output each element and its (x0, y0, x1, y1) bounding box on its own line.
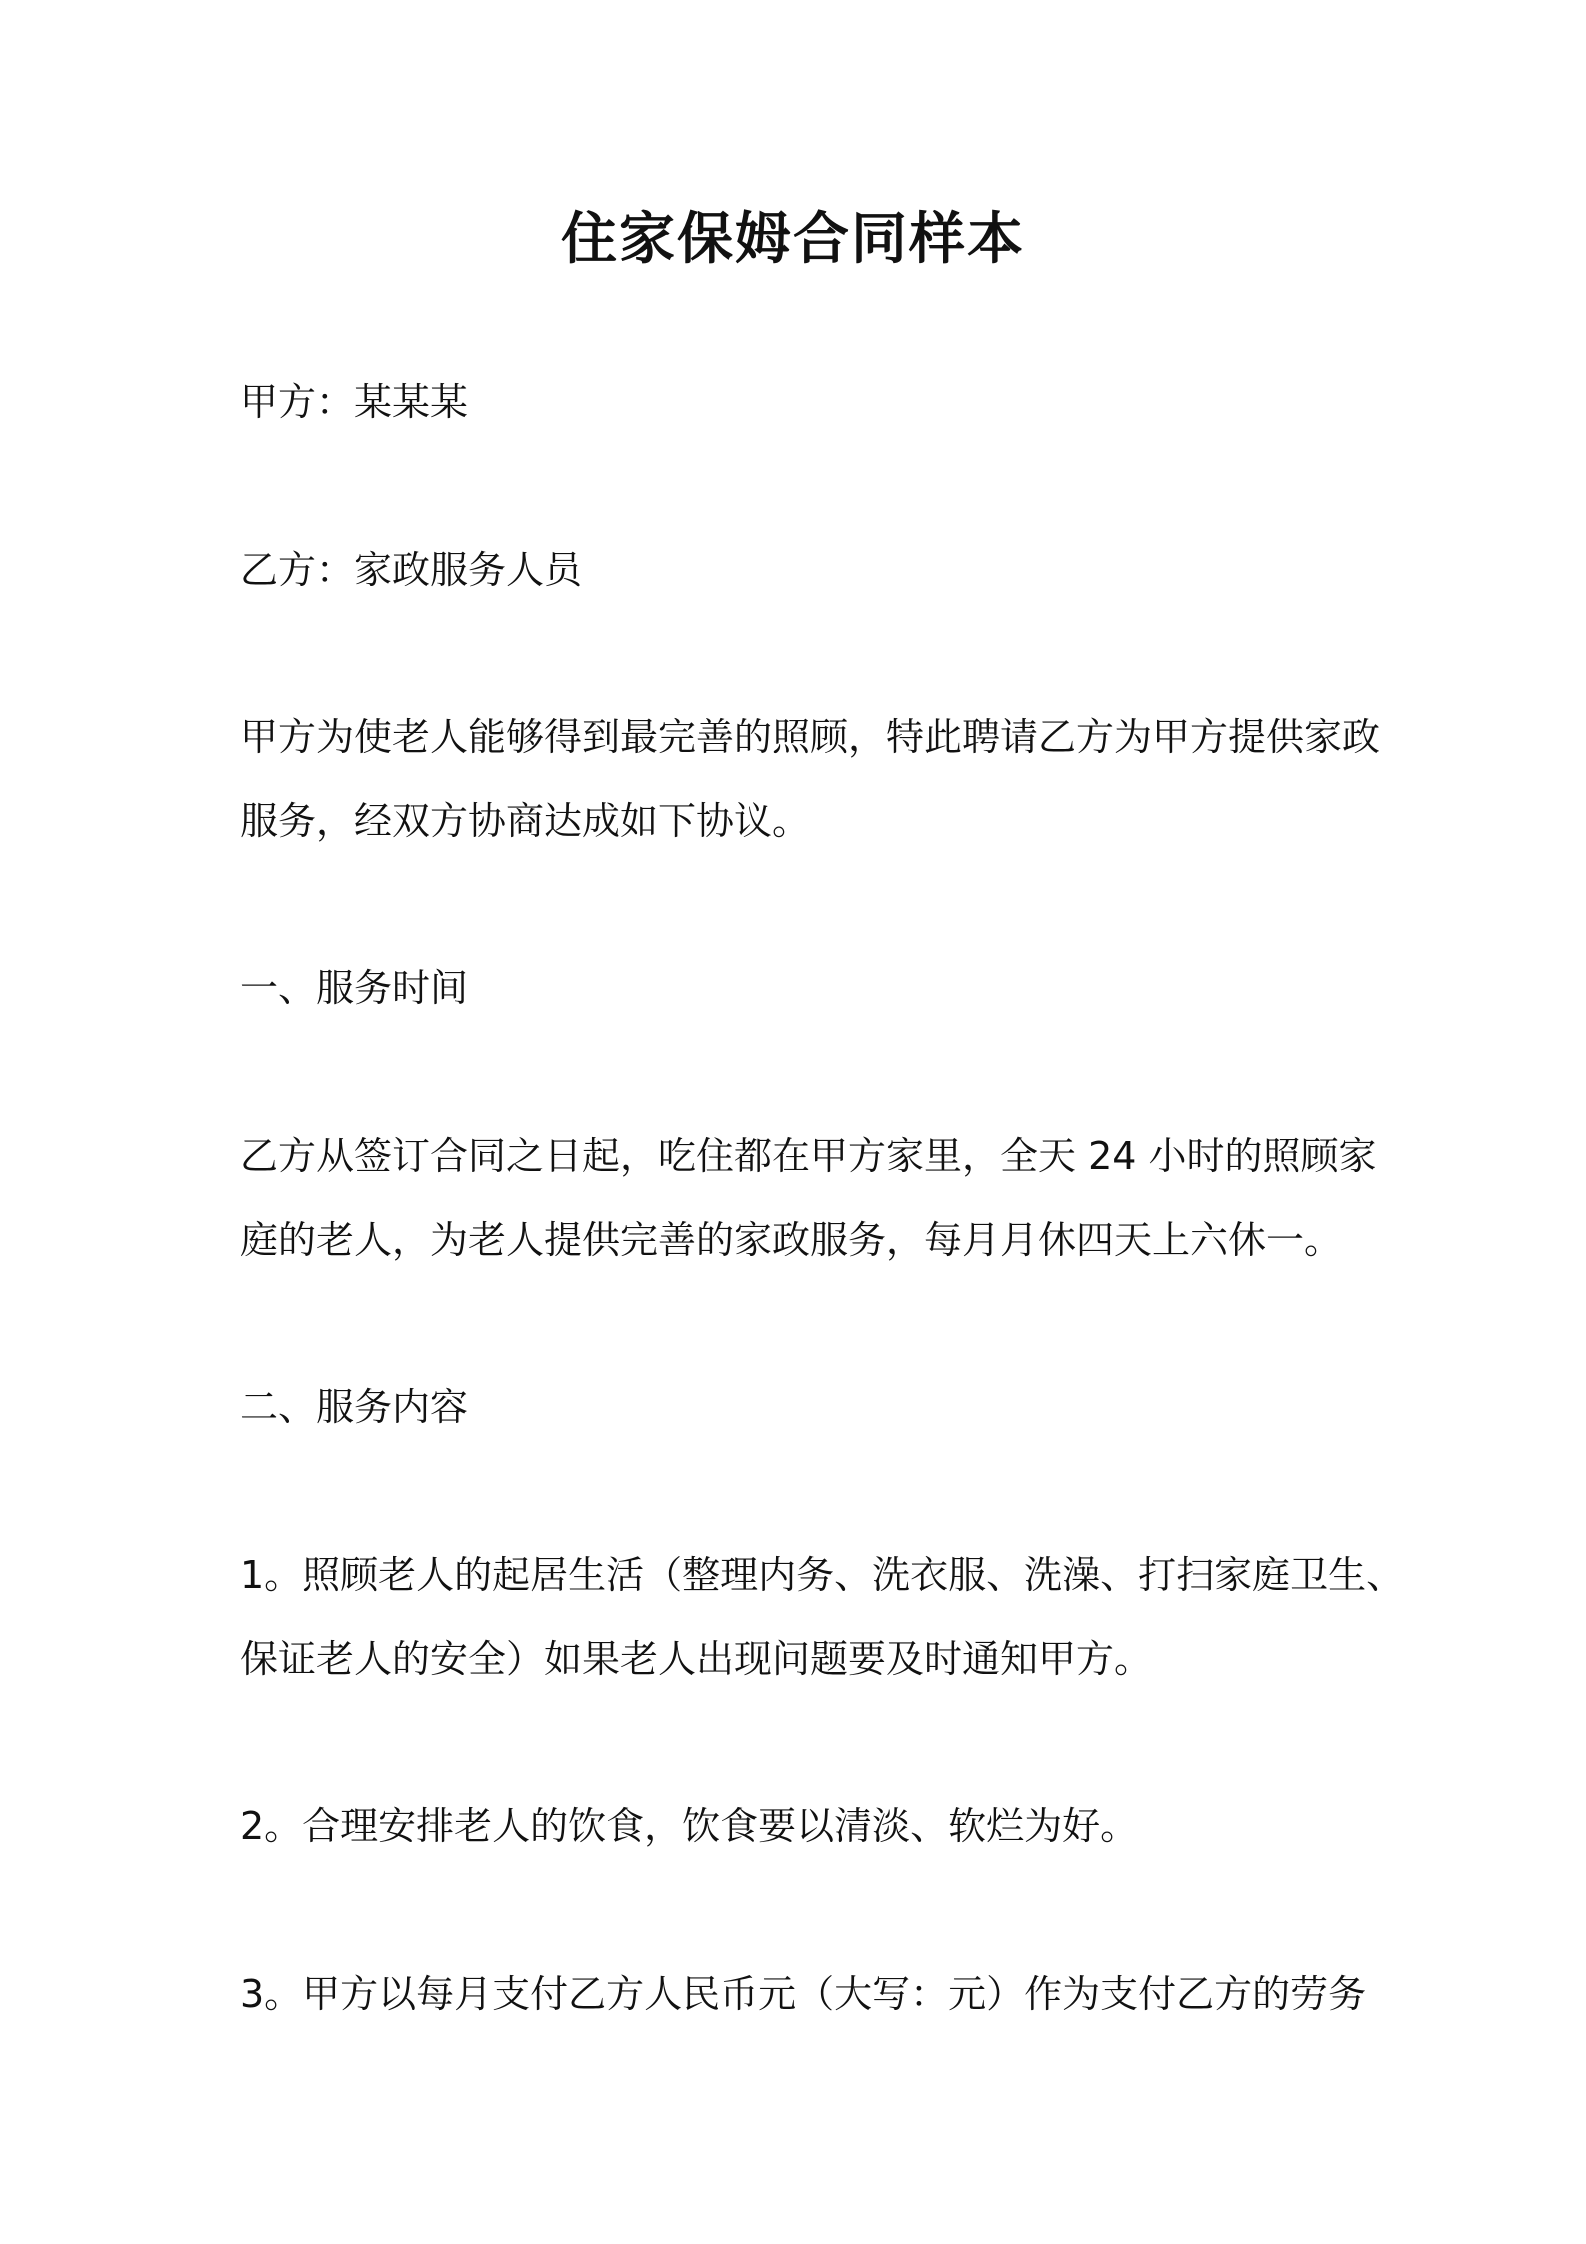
intro-line-1: 甲方为使老人能够得到最完善的照顾，特此聘请乙方为甲方提供家政 (240, 715, 1381, 759)
party-b: 乙方：家政服务人员 (240, 548, 583, 592)
item-1-line-2: 保证老人的安全）如果老人出现问题要及时通知甲方。 (240, 1637, 1153, 1681)
intro-paragraph (240, 695, 1381, 863)
section-2-item-2: 2。合理安排老人的饮食，饮食要以清淡、软烂为好。 (240, 1804, 1139, 1848)
section-1-line-2: 庭的老人，为老人提供完善的家政服务，每月月休四天上六休一。 (240, 1218, 1343, 1262)
item-1-line-1: 1。照顾老人的起居生活（整理内务、洗衣服、洗澡、打扫家庭卫生、 (240, 1553, 1405, 1597)
document-title: 住家保姆合同样本 (561, 207, 1025, 272)
section-2-heading: 二、服务内容 (240, 1385, 469, 1429)
party-a: 甲方：某某某 (240, 380, 469, 424)
section-1-heading: 一、服务时间 (240, 966, 469, 1010)
section-1-paragraph (240, 1114, 1377, 1282)
section-1-line-1: 乙方从签订合同之日起，吃住都在甲方家里，全天 24 小时的照顾家 (240, 1134, 1377, 1178)
section-2-item-1 (240, 1533, 1405, 1701)
intro-line-2: 服务，经双方协商达成如下协议。 (240, 799, 811, 843)
section-2-item-3: 3。甲方以每月支付乙方人民币元（大写：元）作为支付乙方的劳务 (240, 1972, 1367, 2016)
